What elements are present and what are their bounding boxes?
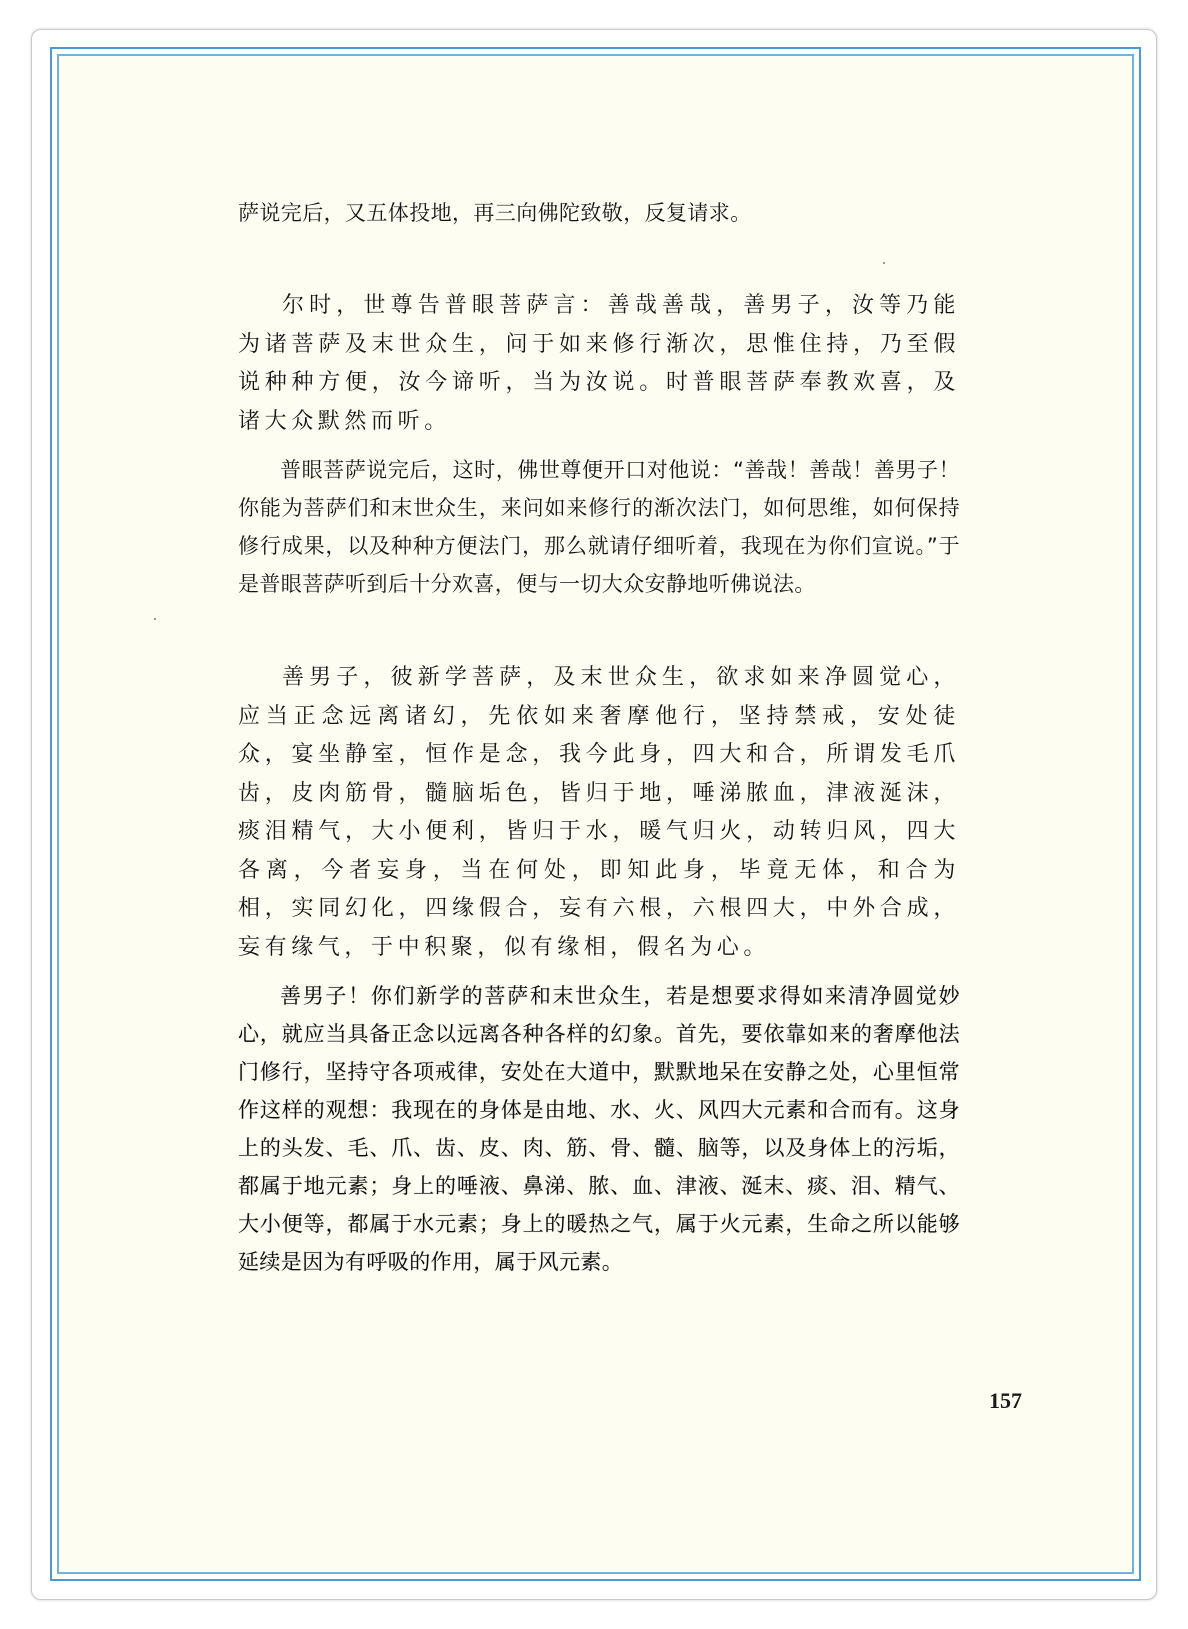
- scripture-paragraph-1: 尔时，世尊告普眼菩萨言：善哉善哉，善男子，汝等乃能为诸菩萨及末世众生，问于如来修行渐次，思惟住持，乃至假说种种方便，汝今谛听，当为汝说。时普眼菩萨奉教欢喜，及诸大众默然而听。: [238, 293, 960, 434]
- translation-paragraph-1: 普眼菩萨说完后，这时，佛世尊便开口对他说：“善哉！善哉！善男子！你能为菩萨们和末世众生，来问如来修行的渐次法门，如何思维，如何保持修行成果，以及种种方便法门，那么就请仔细听着，我现在为你们宣说。”于是普眼菩萨听到后十分欢喜，便与一切大众安静地听佛说法。: [238, 458, 960, 596]
- book-page: [57, 54, 1134, 1574]
- paragraph-continuation: 萨说完后，又五体投地，再三向佛陀致敬，反复请求。: [238, 201, 752, 225]
- translation-paragraph-2: 善男子！你们新学的菩萨和末世众生，若是想要求得如来清净圆觉妙心，就应当具备正念以远离各种各样的幻象。首先，要依靠如来的奢摩他法门修行，坚持守各项戒律，安处在大道中，默默地呆在安静之处，心里恒常作这样的观想：我现在的身体是由地、水、火、风四大元素和合而有。这身上的头发、毛、爪、齿、皮、肉、筋、骨、髓、脑等，以及身体上的污垢，都属于地元素；身上的唾液、鼻涕、脓、血、津液、涎末、痰、泪、精气、大小便等，都属于水元素；身上的暖热之气，属于火元素，生命之所以能够延续是因为有呼吸的作用，属于风元素。: [238, 984, 960, 1274]
- scan-speck: [883, 262, 885, 264]
- scan-speck: [154, 618, 156, 620]
- page-number: 157: [989, 1388, 1022, 1413]
- scripture-paragraph-2: 善男子，彼新学菩萨，及末世众生，欲求如来净圆觉心，应当正念远离诸幻，先依如来奢摩他行，坚持禁戒，安处徒众，宴坐静室，恒作是念，我今此身，四大和合，所谓发毛爪齿，皮肉筋骨，髓脑垢色，皆归于地，唾涕脓血，津液涎沫，痰泪精气，大小便利，皆归于水，暖气归火，动转归风，四大各离，今者妄身，当在何处，即知此身，毕竟无体，和合为相，实同幻化，四缘假合，妄有六根，六根四大，中外合成，妄有缘气，于中积聚，似有缘相，假名为心。: [238, 665, 960, 960]
- page-content: [238, 194, 960, 1281]
- page-blue-border: [50, 47, 1141, 1581]
